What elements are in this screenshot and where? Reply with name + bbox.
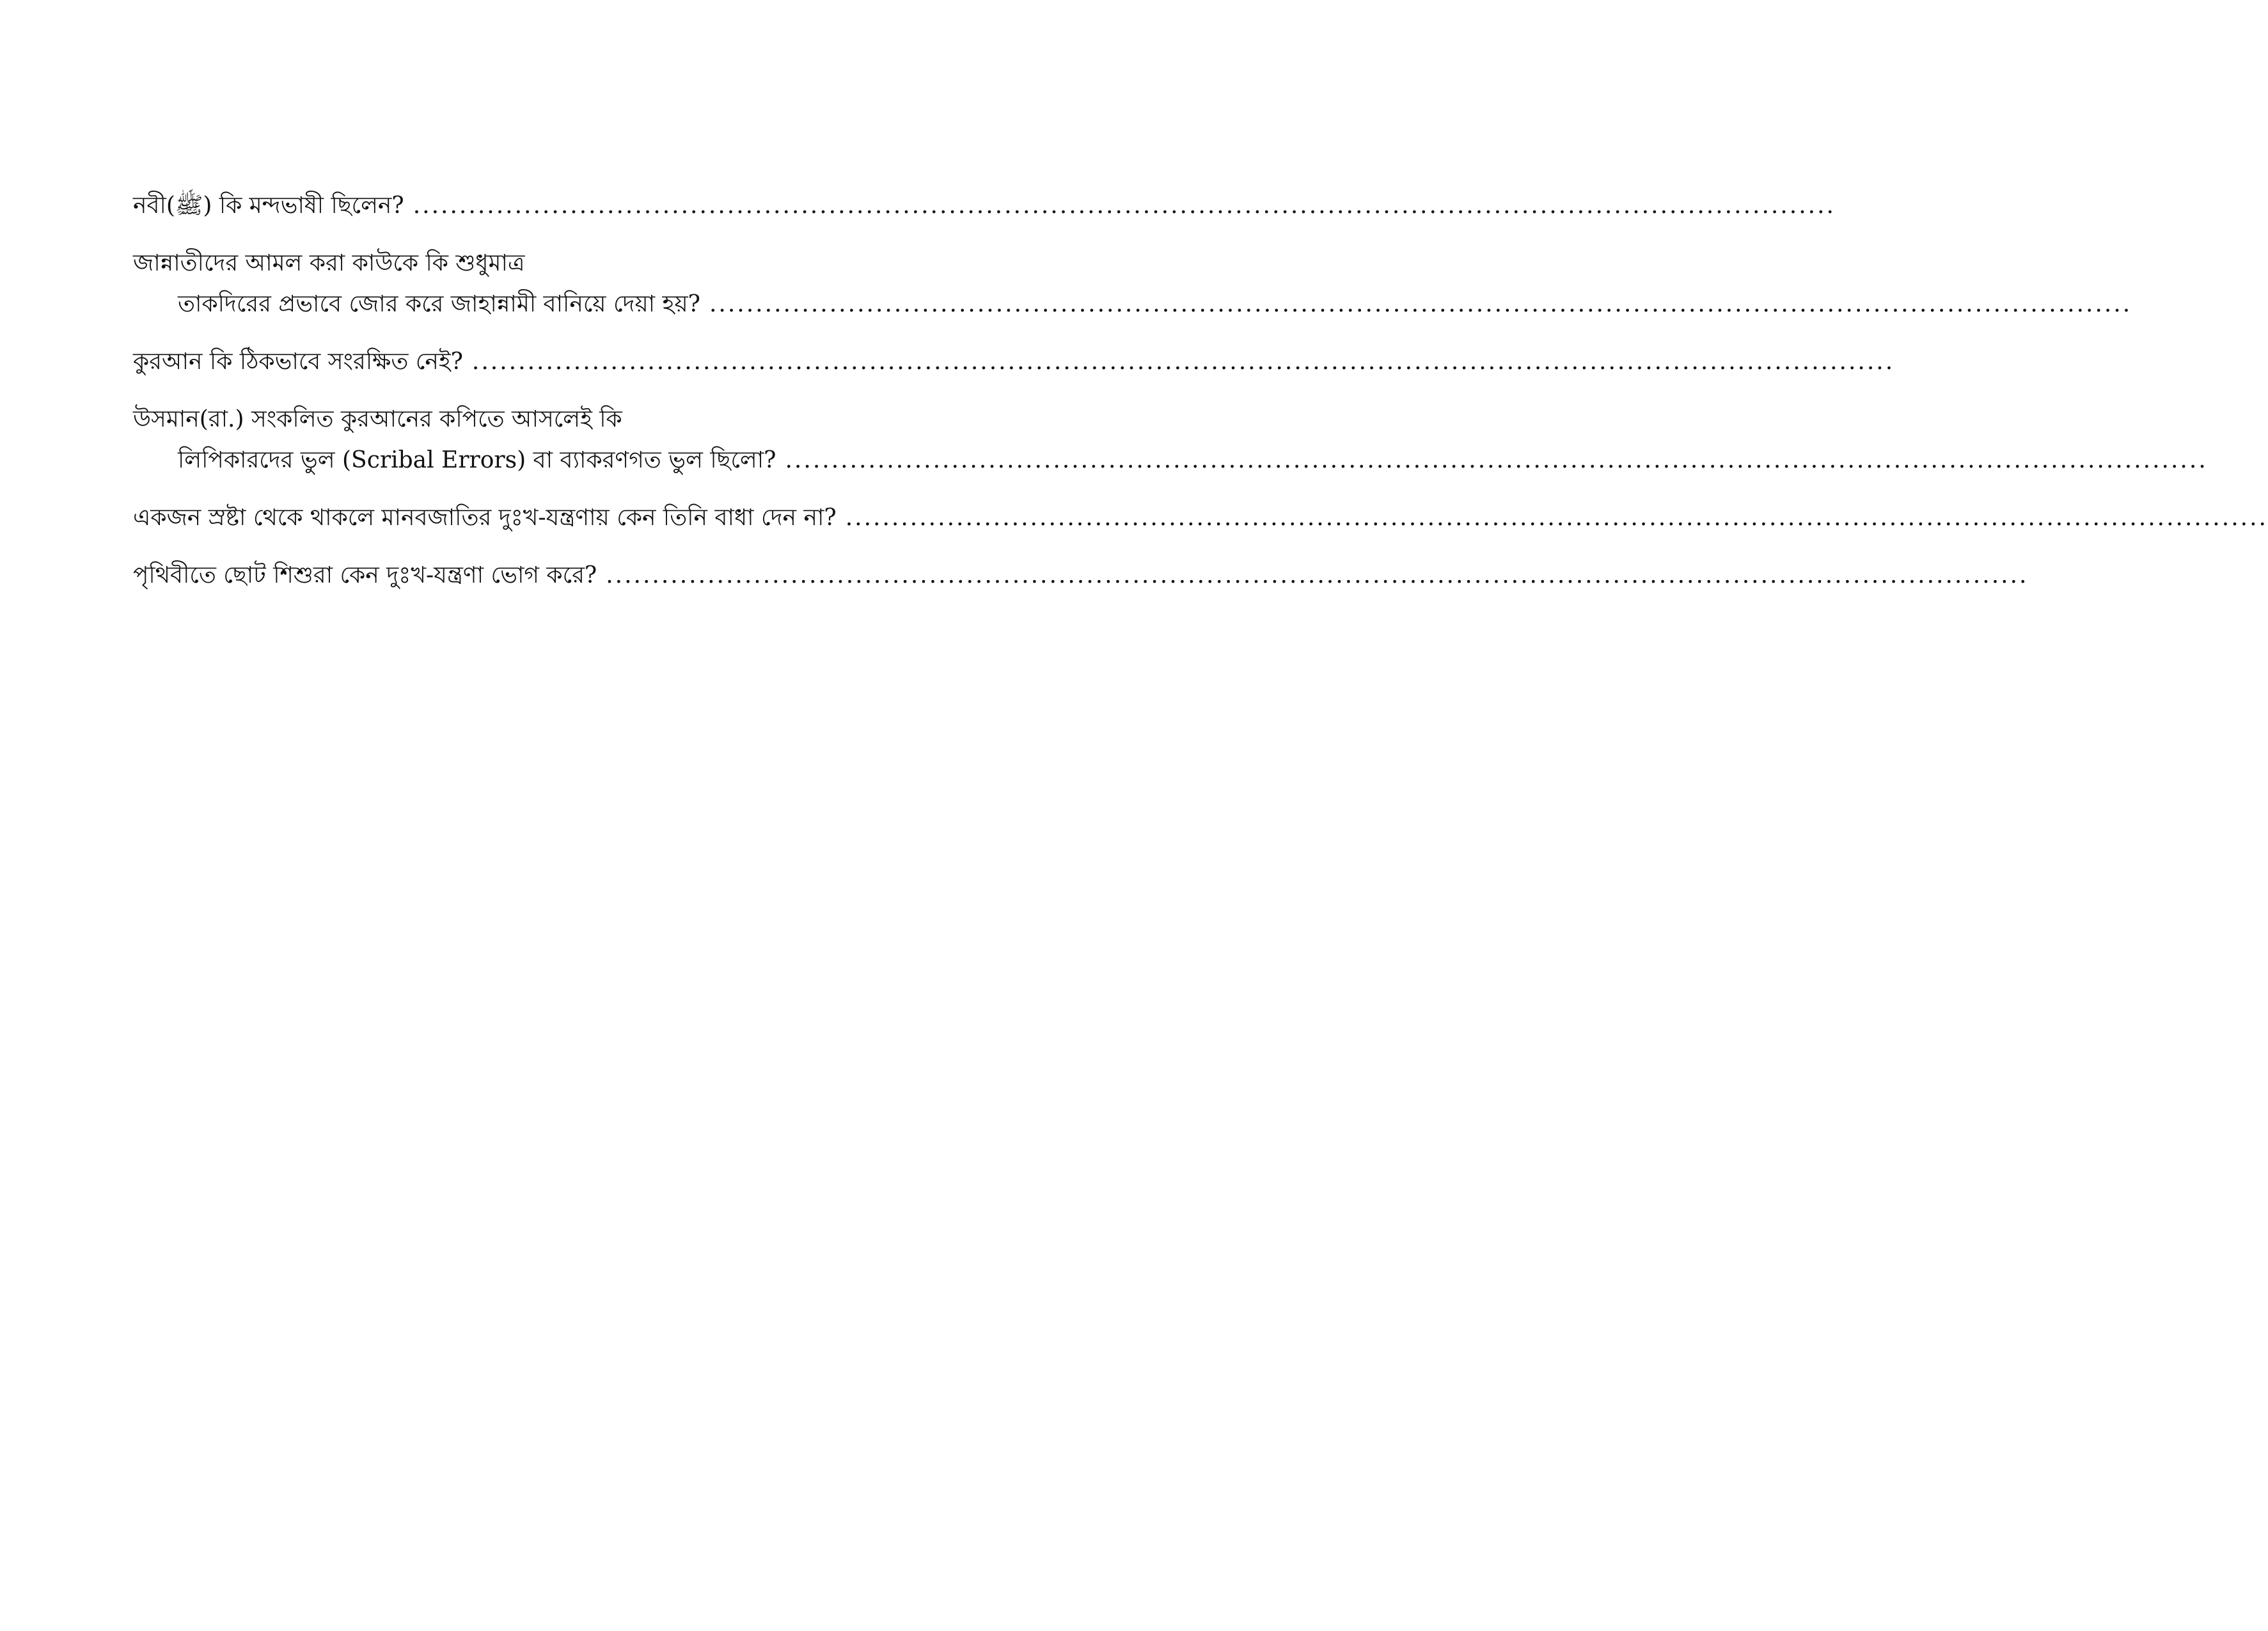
toc-entry	[133, 399, 2208, 481]
toc-entry-text: কুরআন কি ঠিকভাবে সংরক্ষিত নেই?	[133, 349, 463, 375]
dot-leader: ..........................................................................................................................................................	[606, 562, 2029, 588]
toc-entry-line-continued	[133, 284, 2132, 325]
toc-entry-text: পৃথিবীতে ছোট শিশুরা কেন দুঃখ-যন্ত্রণা ভোগ করে?	[133, 562, 597, 588]
toc-entry	[133, 555, 2029, 596]
toc-entry	[133, 243, 2132, 325]
toc-entry-text: জান্নাতীদের আমল করা কাউকে কি শুধুমাত্র	[133, 250, 525, 276]
dot-leader: ..........................................................................................................................................................	[709, 291, 2132, 317]
dot-leader: ..........................................................................................................................................................	[845, 505, 2268, 531]
toc-entry-line	[133, 399, 913, 440]
toc-entry	[133, 342, 1895, 382]
toc-entry-line	[133, 555, 2029, 596]
toc-entry	[133, 185, 1836, 226]
toc-entry	[133, 498, 2268, 539]
toc-entry-line	[133, 185, 1836, 226]
toc-entry-line	[133, 243, 913, 284]
table-of-contents	[133, 185, 2268, 596]
toc-entry-text: তাকদিরের প্রভাবে জোর করে জাহান্নামী বানিয়ে দেয়া হয়?	[178, 291, 700, 317]
toc-entry-text: লিপিকারদের ভুল (Scribal Errors) বা ব্যাকরণগত ভুল ছিলো?	[178, 447, 776, 473]
toc-entry-text: নবী(ﷺ) কি মন্দভাষী ছিলেন?	[133, 193, 404, 219]
toc-entry-text: উসমান(রা.) সংকলিত কুরআনের কপিতে আসলেই কি	[133, 406, 622, 432]
toc-entry-line	[133, 342, 1895, 382]
dot-leader: ..........................................................................................................................................................	[471, 349, 1895, 375]
toc-entry-text: একজন স্রষ্টা থেকে থাকলে মানবজাতির দুঃখ-যন্ত্রণায় কেন তিনি বাধা দেন না?	[133, 505, 837, 531]
dot-leader: ..........................................................................................................................................................	[785, 447, 2208, 473]
toc-entry-line	[133, 498, 2268, 539]
dot-leader: ..........................................................................................................................................................	[413, 193, 1836, 219]
toc-entry-line-continued	[133, 440, 2208, 481]
